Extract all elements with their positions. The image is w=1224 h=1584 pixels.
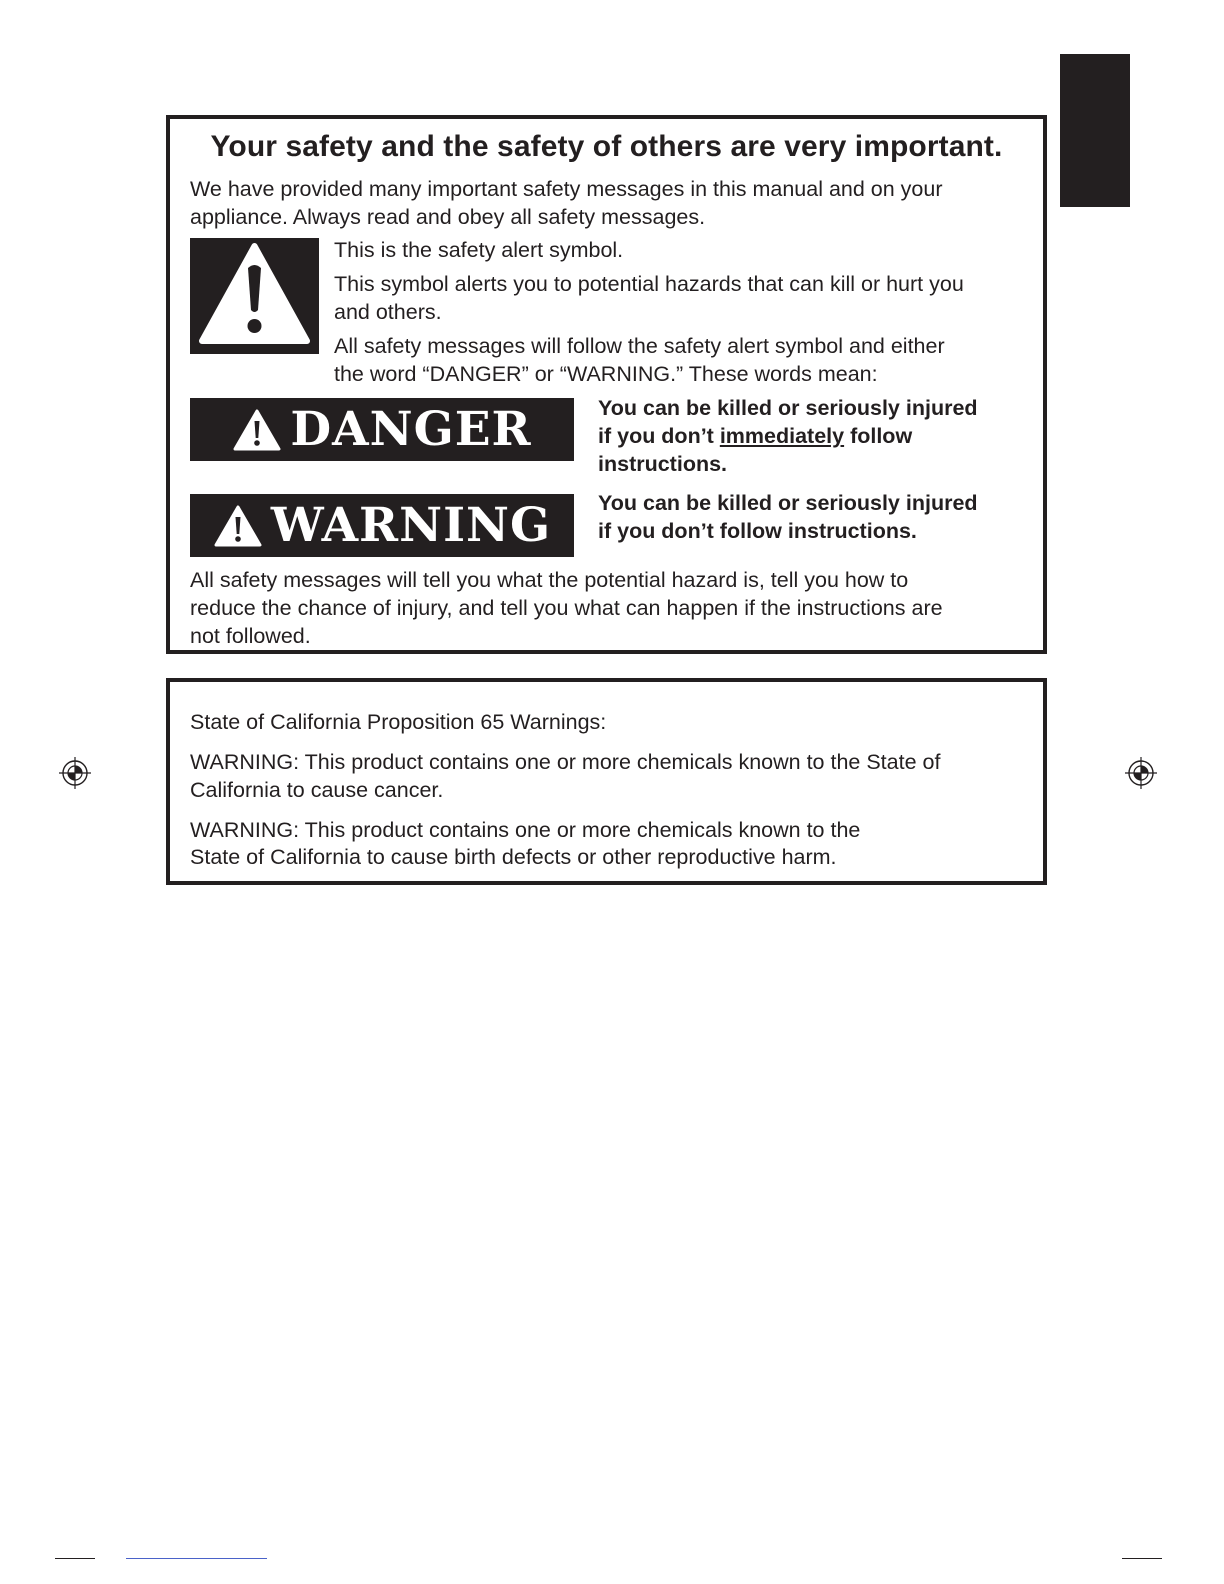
closing-line-3: not followed. [190, 624, 311, 648]
registration-mark-icon [59, 757, 91, 789]
safety-notice-box [166, 115, 1047, 654]
safety-alert-icon [190, 238, 319, 354]
footer-link-underline [126, 1558, 267, 1559]
danger-msg-line-1: You can be killed or seriously injured [598, 396, 978, 420]
prop65-warning-box [166, 678, 1047, 885]
warning-msg-line-2: if you don’t follow instructions. [598, 519, 917, 543]
safety-alert-symbol [190, 238, 319, 354]
symbol-line-4: All safety messages will follow the safety alert symbol and either [334, 334, 945, 358]
immediately-emphasis: immediately [719, 424, 845, 448]
registration-mark-icon [1125, 757, 1157, 789]
prop65-warning1-line-1: WARNING: This product contains one or more chemicals known to the State of [190, 750, 941, 774]
closing-line-1: All safety messages will tell you what the potential hazard is, tell you how to [190, 568, 909, 592]
symbol-line-5: the word “DANGER” or “WARNING.” These words mean: [334, 362, 878, 386]
prop65-warning2-line-2: State of California to cause birth defects or other reproductive harm. [190, 845, 837, 869]
danger-alert-icon [232, 408, 282, 452]
footer-trim-line-left [55, 1558, 95, 1559]
intro-line-2: appliance. Always read and obey all safety messages. [190, 205, 706, 229]
symbol-line-1: This is the safety alert symbol. [334, 238, 624, 262]
prop65-warning2-line-1: WARNING: This product contains one or more chemicals known to the [190, 818, 861, 842]
warning-signal-label [190, 494, 574, 557]
warning-label-text: WARNING [270, 498, 552, 553]
warning-alert-icon [213, 504, 263, 548]
danger-signal-label [190, 398, 574, 461]
closing-line-2: reduce the chance of injury, and tell you what can happen if the instructions are [190, 596, 943, 620]
prop65-warning1-line-2: California to cause cancer. [190, 778, 444, 802]
safety-title: Your safety and the safety of others are very important. [210, 130, 1003, 163]
symbol-line-2: This symbol alerts you to potential hazards that can kill or hurt you [334, 272, 964, 296]
intro-line-1: We have provided many important safety messages in this manual and on your [190, 177, 943, 201]
warning-msg-line-1: You can be killed or seriously injured [598, 491, 978, 515]
danger-msg-line-2: if you don’t immediately follow [598, 424, 913, 448]
danger-label-text: DANGER [290, 402, 532, 457]
prop65-heading: State of California Proposition 65 Warnings: [190, 710, 607, 734]
section-tab-marker [1060, 54, 1130, 207]
danger-msg-line-3: instructions. [598, 452, 728, 476]
symbol-line-3: and others. [334, 300, 442, 324]
footer-trim-line-right [1122, 1558, 1162, 1559]
